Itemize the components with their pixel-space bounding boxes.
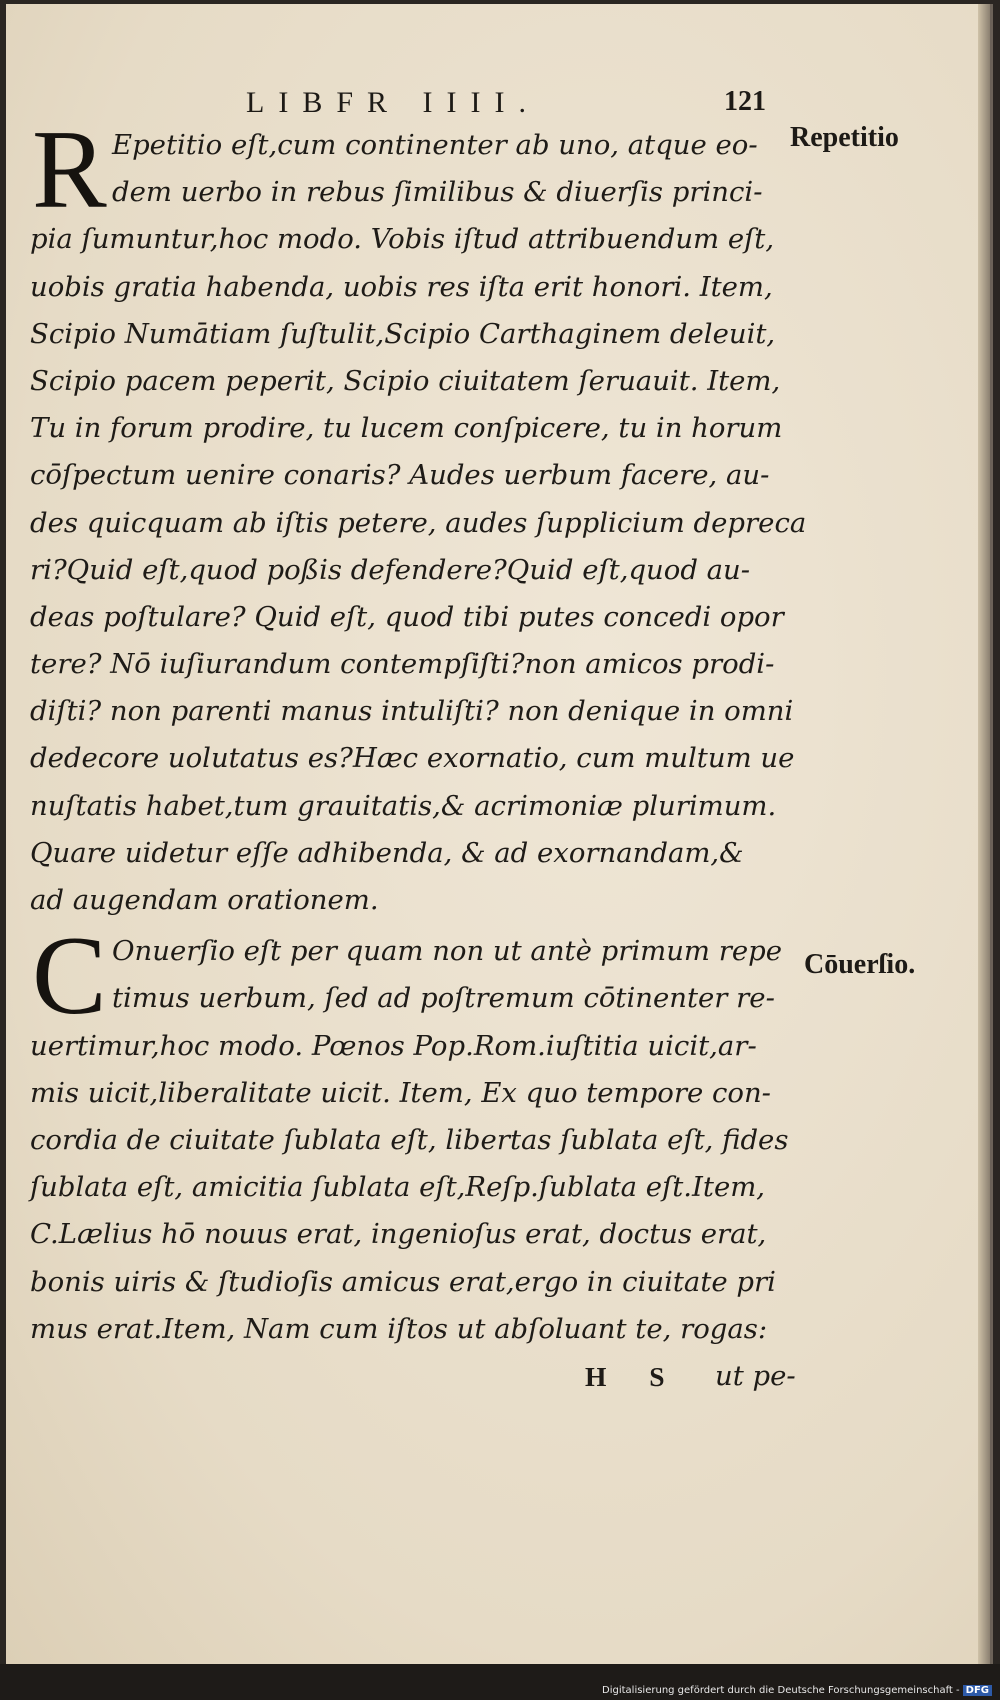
body-text (30, 108, 807, 1400)
text-line: tere? Nō iuſiurandum contempſiſti?non amicos prodi‑ (30, 648, 775, 681)
page-footer (30, 1353, 800, 1400)
text-line: bonis uiris & ſtudioſis amicus erat,ergo in ciuitate pri (30, 1265, 776, 1298)
text-line: mis uicit,liberalitate uicit. Item, Ex quo tempore con‑ (30, 1076, 771, 1109)
text-line: des quicquam ab iſtis petere, audes ſupplicium depreca (30, 506, 807, 539)
text-line: pia ſumuntur,hoc modo. Vobis iſtud attribuendum eſt, (30, 223, 775, 256)
marginal-note-conversio: Cōuerſio. (804, 949, 916, 980)
text-line: timus uerbum, ſed ad poſtremum cōtinenter re‑ (112, 982, 775, 1015)
drop-cap-initial: R (32, 108, 107, 232)
page-gutter (978, 4, 990, 1664)
dfg-logo: DFG (963, 1685, 992, 1696)
catchword: ut pe‑ (715, 1359, 796, 1392)
marginal-note-repetitio: Repetitio (790, 122, 899, 153)
page-header (246, 86, 766, 126)
text-line: cōſpectum uenire conaris? Audes uerbum facere, au‑ (30, 459, 770, 492)
text-line: C.Lælius hō nouus erat, ingenioſus erat, doctus erat, (30, 1218, 767, 1251)
scan-footer-bar (0, 1664, 1000, 1700)
text-line: nuſtatis habet,tum grauitatis,& acrimoniæ plurimum. (30, 789, 777, 822)
paragraph-conversio (30, 914, 800, 1400)
text-line: uertimur,hoc modo. Pœnos Pop.Rom.iuſtitia uicit,ar‑ (30, 1029, 757, 1062)
text-line: mus erat.Item, Nam cum iſtos ut abſoluant te, rogas: (30, 1312, 768, 1345)
text-line: ſublata eſt, amicitia ſublata eſt,Reſp.ſublata eſt.Item, (30, 1171, 766, 1204)
book-page (6, 4, 993, 1664)
text-line: Scipio Numātiam ſuſtulit,Scipio Carthaginem deleuit, (30, 317, 776, 350)
text-line: diſti? non parenti manus intuliſti? non denique in omni (30, 695, 794, 728)
running-title: LIBFR IIII. (246, 86, 540, 119)
text-line: Tu in forum prodire, tu lucem conſpicere, tu in horum (30, 412, 783, 445)
text-line: Quare uidetur eſſe adhibenda, & ad exornandam,& (30, 836, 744, 869)
text-line: cordia de ciuitate ſublata eſt, libertas ſublata eſt, fides (30, 1123, 789, 1156)
text-line: Scipio pacem peperit, Scipio ciuitatem ſeruauit. Item, (30, 364, 781, 397)
page-number: 121 (724, 86, 766, 117)
text-line: uobis gratia habenda, uobis res iſta erit honori. Item, (30, 270, 773, 303)
paragraph-repetitio (30, 108, 807, 924)
text-line: dedecore uolutatus es?Hæc exornatio, cum multum ue (30, 742, 795, 775)
text-line: Onuerſio eſt per quam non ut antè primum repe (112, 935, 783, 968)
drop-cap-initial: C (32, 914, 107, 1039)
signature-mark: H S (585, 1360, 683, 1392)
text-line: ri?Quid eſt,quod poßis defendere?Quid eſt,quod au‑ (30, 553, 751, 586)
digitization-credit (602, 1685, 992, 1696)
text-line: ad augendam orationem. (30, 884, 379, 916)
credit-text: Digitalisierung gefördert durch die Deutsche Forschungsgemeinschaft - (602, 1685, 960, 1696)
text-line: dem uerbo in rebus ſimilibus & diuerſis princi‑ (112, 176, 763, 209)
text-line: Epetitio eſt,cum continenter ab uno, atque eo‑ (112, 129, 758, 161)
text-line: deas poſtulare? Quid eſt, quod tibi putes concedi opor (30, 600, 784, 633)
